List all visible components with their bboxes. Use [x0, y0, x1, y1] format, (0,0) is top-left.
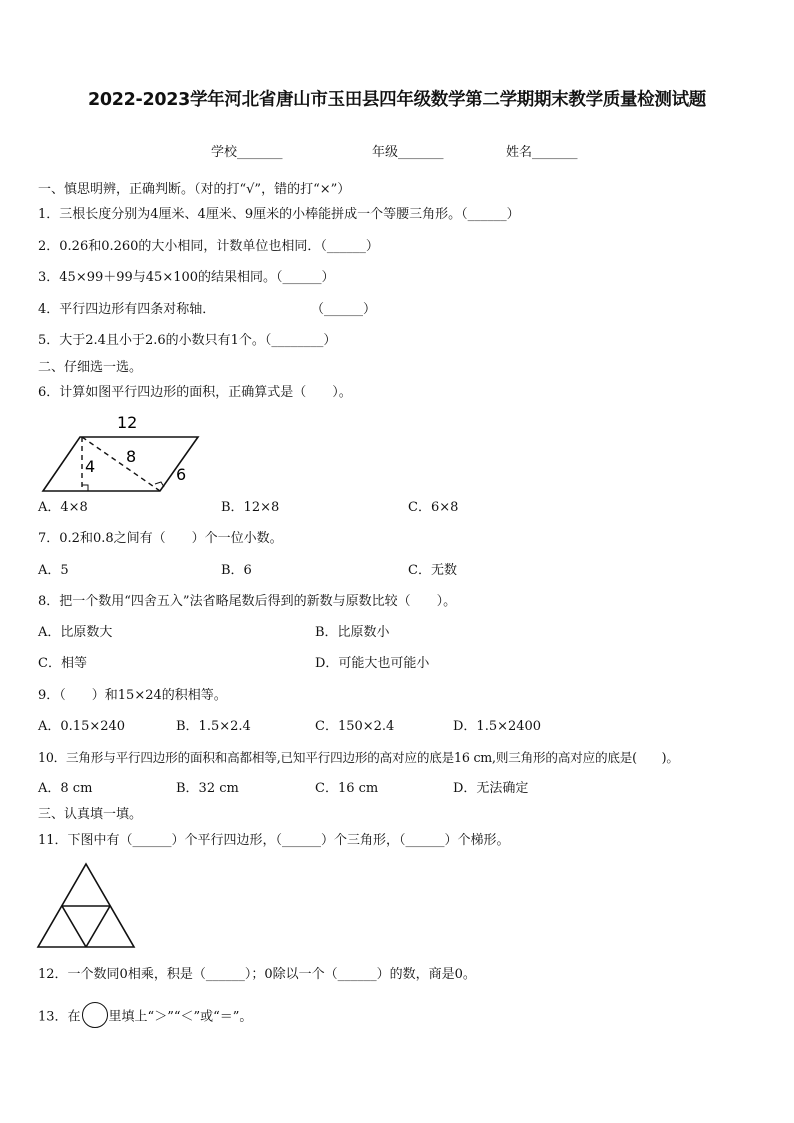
- question-3: 3．45×99＋99与45×100的结果相同。（______）: [38, 270, 335, 285]
- inner-right-line: [86, 906, 110, 947]
- school-blank: _______: [237, 145, 283, 160]
- question-13: [38, 1004, 252, 1030]
- q9-option-b[interactable]: B．1.5×2.4: [176, 719, 251, 734]
- q10-option-d[interactable]: D．无法确定: [453, 781, 529, 796]
- question-10: 10．三角形与平行四边形的面积和高都相等,已知平行四边形的高对应的底是16 cm,则三角形的高对应的底是( )。: [38, 750, 679, 765]
- name-label: 姓名: [506, 145, 533, 160]
- name-blank: _______: [532, 145, 578, 160]
- q9-option-a[interactable]: A．0.15×240: [38, 719, 126, 734]
- q10-option-c[interactable]: C．16 cm: [315, 781, 379, 796]
- school-label: 学校: [211, 145, 238, 160]
- question-13-prefix: 13．在: [38, 1009, 81, 1025]
- q6-option-b[interactable]: B．12×8: [221, 500, 280, 515]
- label-6: 6: [176, 465, 187, 484]
- inner-left-line: [62, 906, 86, 947]
- page-title: 2022-2023学年河北省唐山市玉田县四年级数学第二学期期末教学质量检测试题: [88, 90, 706, 110]
- q8-option-b[interactable]: B．比原数小: [315, 625, 390, 640]
- grade-blank: _______: [398, 145, 444, 160]
- triangle-figure: [36, 860, 138, 950]
- section-3-heading: 三、认真填一填。: [38, 807, 143, 822]
- q8-option-d[interactable]: D．可能大也可能小: [315, 656, 430, 671]
- right-angle-mark: [82, 485, 88, 491]
- q8-option-c[interactable]: C．相等: [38, 656, 87, 671]
- comparison-circle-blank[interactable]: [82, 1002, 108, 1028]
- question-11: 11．下图中有（______）个平行四边形，（______）个三角形，（______）个梯形。: [38, 833, 510, 848]
- q8-option-a[interactable]: A．比原数大: [38, 625, 113, 640]
- question-12: 12．一个数同0相乘，积是（______）；0除以一个（______）的数，商是0。: [38, 967, 476, 982]
- question-7: 7．0.2和0.8之间有（ ）个一位小数。: [38, 531, 283, 546]
- q6-option-c[interactable]: C．6×8: [408, 500, 459, 515]
- question-2: 2．0.26和0.260的大小相同，计数单位也相同．（______）: [38, 239, 379, 254]
- question-4-answer-blank[interactable]: （______）: [311, 302, 377, 317]
- question-1: 1．三根长度分别为4厘米、4厘米、9厘米的小棒能拼成一个等腰三角形。（______）: [38, 207, 520, 222]
- q6-option-a[interactable]: A．4×8: [38, 500, 88, 515]
- parallelogram-figure: [40, 412, 210, 496]
- label-8: 8: [126, 447, 137, 466]
- q7-option-c[interactable]: C．无数: [408, 563, 457, 578]
- question-5: 5．大于2.4且小于2.6的小数只有1个。（________）: [38, 333, 337, 348]
- label-12: 12: [117, 413, 138, 432]
- section-1-heading: 一、慎思明辨，正确判断。（对的打“√”，错的打“×”）: [38, 182, 351, 197]
- grade-field[interactable]: [372, 141, 444, 160]
- name-field[interactable]: [506, 141, 578, 160]
- q9-option-d[interactable]: D．1.5×2400: [453, 719, 542, 734]
- section-2-heading: 二、仔细选一选。: [38, 360, 143, 375]
- q9-option-c[interactable]: C．150×2.4: [315, 719, 395, 734]
- q7-option-b[interactable]: B．6: [221, 563, 252, 578]
- question-9: 9．（ ）和15×24的积相等。: [38, 688, 227, 703]
- q10-option-b[interactable]: B．32 cm: [176, 781, 239, 796]
- grade-label: 年级: [372, 145, 399, 160]
- question-8: 8．把一个数用“四舍五入”法省略尾数后得到的新数与原数比较（ ）。: [38, 594, 457, 609]
- question-13-suffix: 里填上“＞”“＜”或“＝”。: [108, 1009, 253, 1025]
- q7-option-a[interactable]: A．5: [38, 563, 69, 578]
- question-6: 6．计算如图平行四边形的面积，正确算式是（ ）。: [38, 385, 352, 400]
- question-4: 4．平行四边形有四条对称轴．: [38, 302, 216, 317]
- q10-option-a[interactable]: A．8 cm: [38, 781, 93, 796]
- school-field[interactable]: [211, 141, 283, 160]
- label-4: 4: [85, 457, 96, 476]
